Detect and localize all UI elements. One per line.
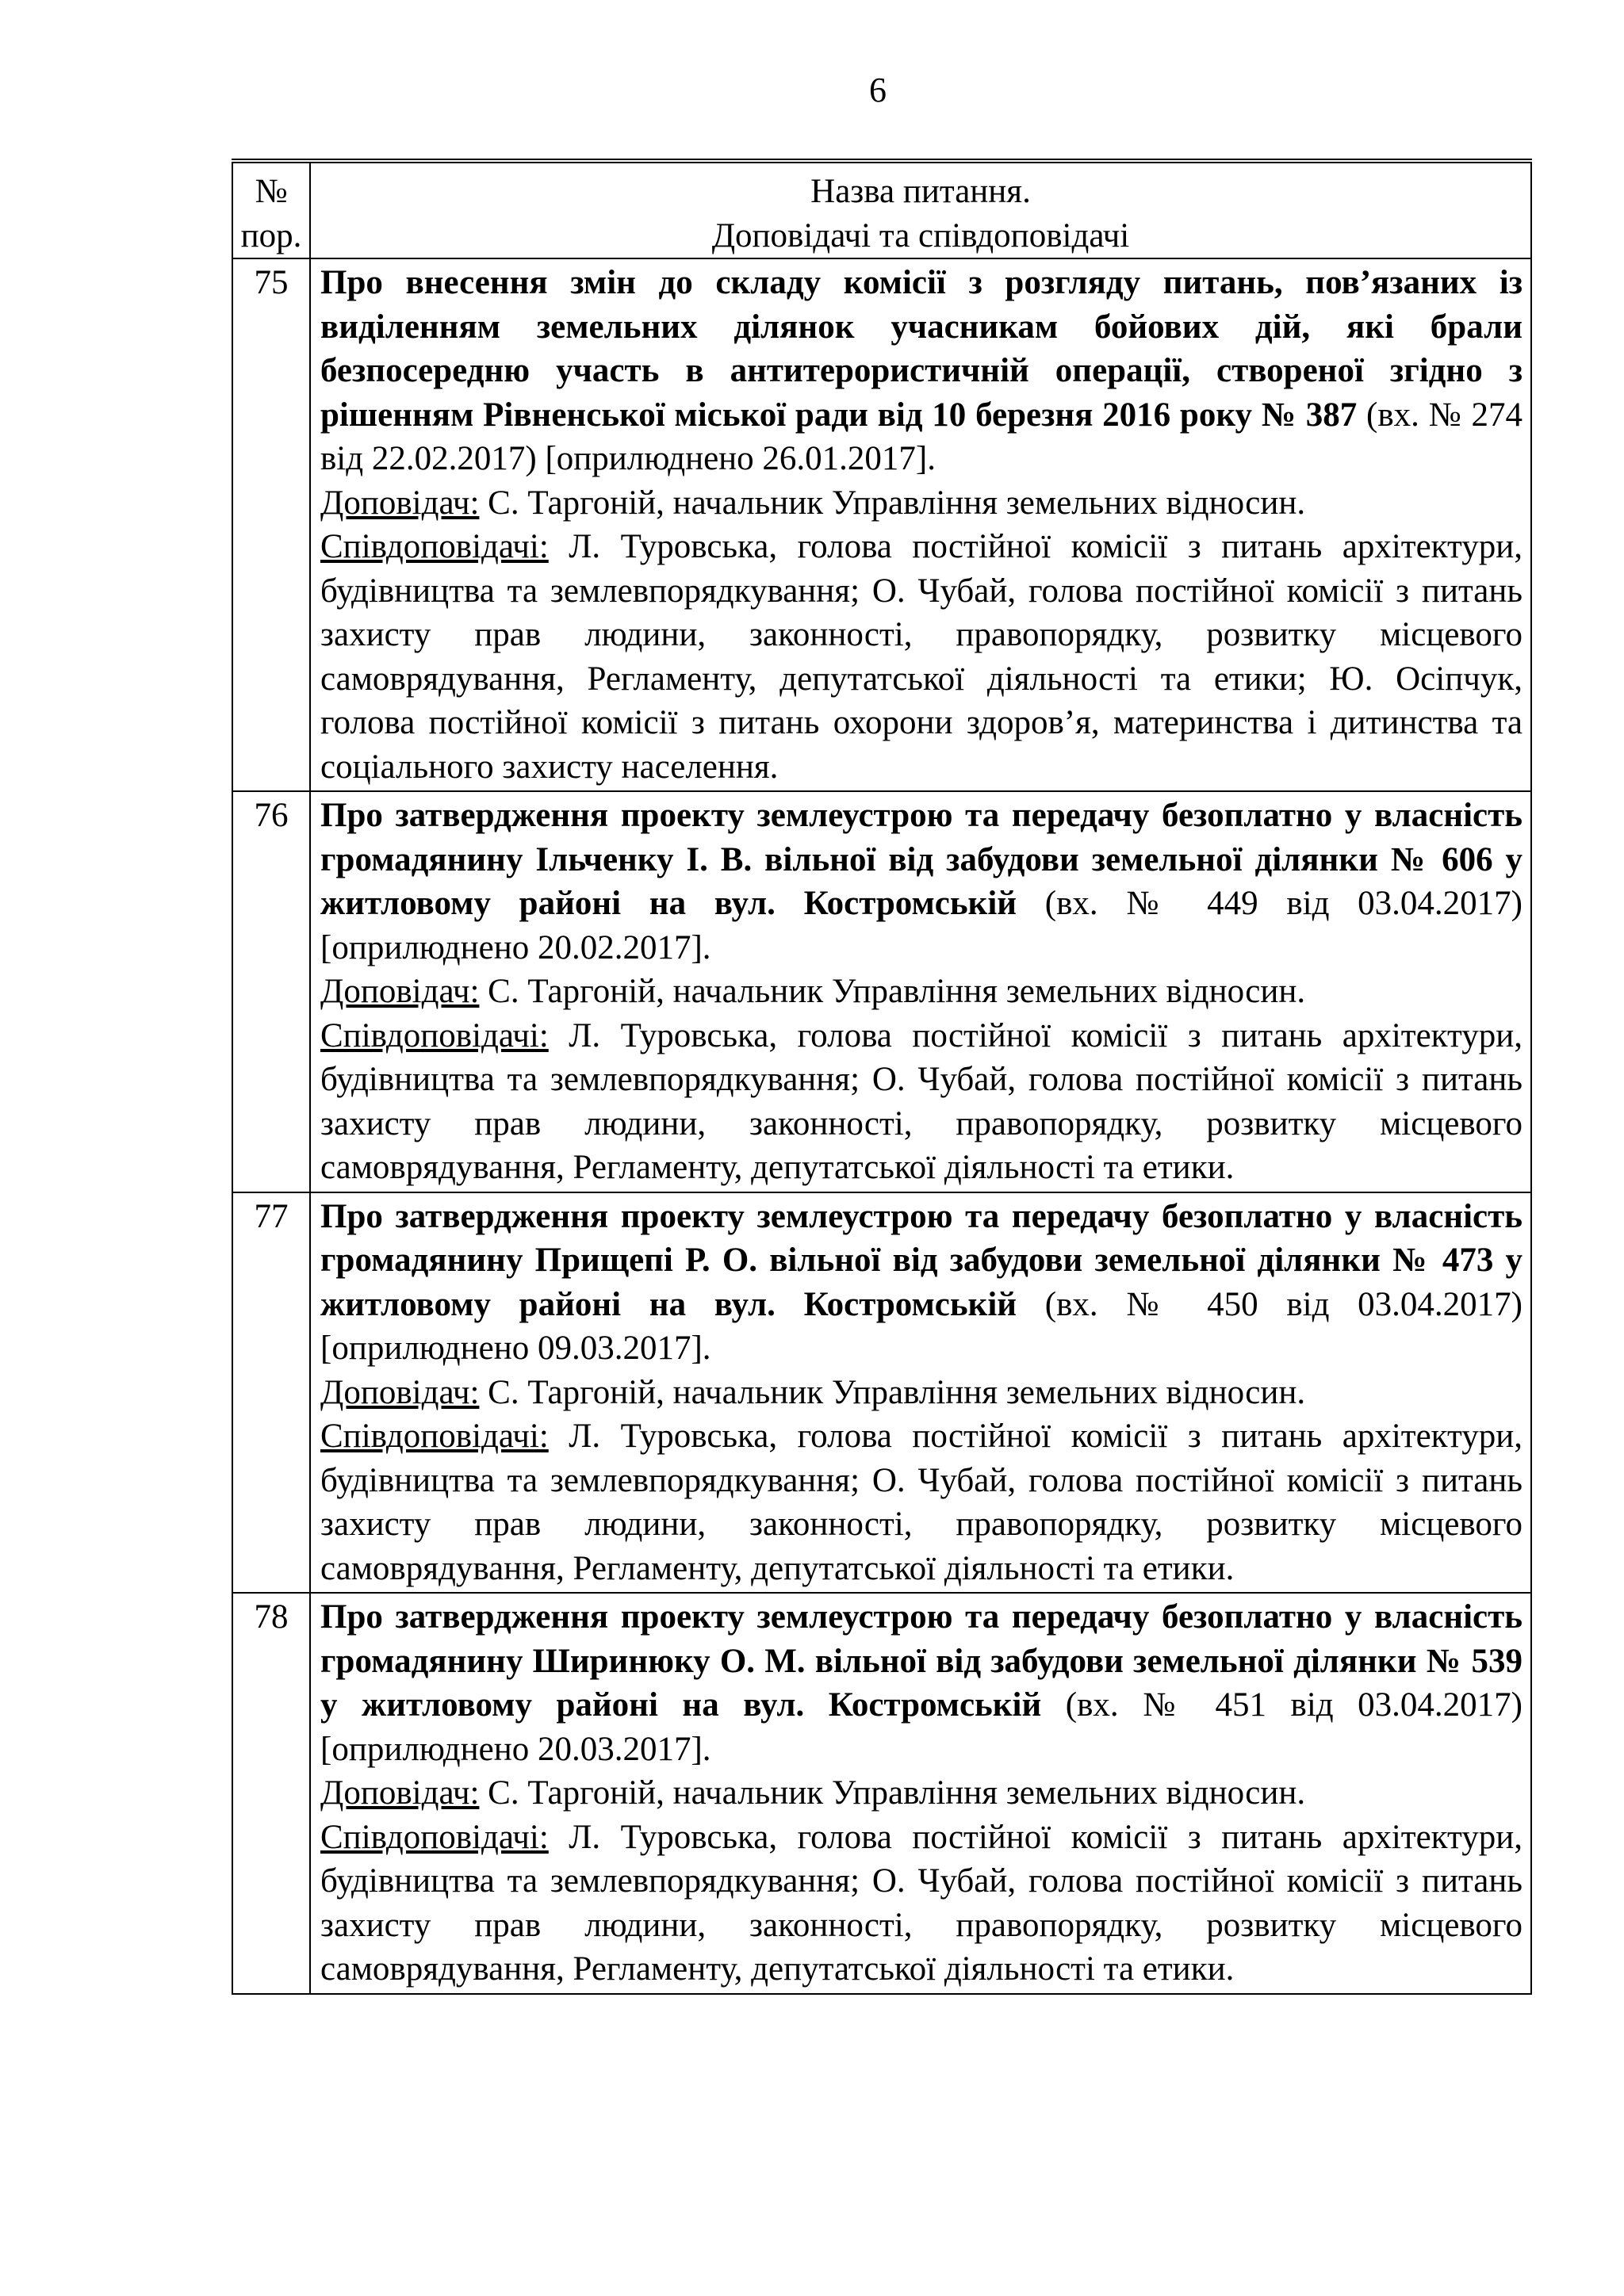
item-reference: (вх. № 274 від 22.02.2017) [оприлюднено 26.01.2017]. [320, 396, 1522, 477]
row-content [310, 258, 1531, 791]
table-row [232, 258, 1531, 791]
reporter-line [320, 1371, 1522, 1415]
coreporters-line [320, 1014, 1522, 1190]
item-title-bold: Про затвердження проекту землеустрою та передачу безоплатно у власність громадянину Ширинюку О. М. вільної від забудови земельної ділянки № 539 у житловому районі на вул. Костромській [320, 1598, 1522, 1724]
coreporters-text: Л. Туровська, голова постійної комісії з питань архітектури, будівництва та землевпорядкування; О. Чубай, голова постійної комісії з питань захисту прав людини, законності, правопорядку, розвитку місцевого самоврядування, Регламенту, депутатської діяльності та етики. [320, 1818, 1522, 1988]
item-reference: (вх. № 449 від 03.04.2017) [оприлюднено 20.02.2017]. [320, 885, 1522, 966]
agenda-item-title [320, 1595, 1522, 1771]
row-content [310, 1192, 1531, 1594]
row-number: 77 [232, 1192, 310, 1594]
item-title-bold: Про затвердження проекту землеустрою та передачу безоплатно у власність громадянину Прищепі Р. О. вільної від забудови земельної ділянки № 473 у житловому районі на вул. Костромській [320, 1197, 1522, 1323]
header-title-line1: Назва питання. [810, 173, 1031, 210]
row-number: 76 [232, 791, 310, 1192]
reporter-text: С. Таргоній, начальник Управління земельних відносин. [479, 484, 1306, 522]
agenda-table [232, 159, 1532, 1995]
coreporters-line [320, 1414, 1522, 1590]
reporter-line [320, 481, 1522, 526]
item-title-bold: Про внесення змін до складу комісії з розгляду питань, пов’язаних із виділенням земельних ділянок учасникам бойових дій, які брали безпосередню участь в антитерористичній операції, створеної згідно з рішенням Рівненської міської ради від 10 березня 2016 року № 387 [320, 264, 1522, 434]
header-number-cell [232, 161, 310, 258]
reporter-line [320, 1771, 1522, 1816]
reporter-text: С. Таргоній, начальник Управління земельних відносин. [479, 973, 1306, 1010]
row-number: 75 [232, 258, 310, 791]
reporter-label: Доповідач: [320, 973, 480, 1010]
row-content [310, 1593, 1531, 1994]
reporter-label: Доповідач: [320, 484, 480, 522]
header-title-cell [310, 161, 1531, 258]
coreporters-line [320, 525, 1522, 789]
reporter-label: Доповідач: [320, 1373, 480, 1411]
coreporters-text: Л. Туровська, голова постійної комісії з питань архітектури, будівництва та землевпорядкування; О. Чубай, голова постійної комісії з питань захисту прав людини, законності, правопорядку, розвитку місцевого самоврядування, Регламенту, депутатської діяльності та етики; Ю. Осіпчук, голова постійної комісії з питань охорони здоров’я, материнства і дитинства та соціального захисту населення. [320, 528, 1522, 786]
row-content [310, 791, 1531, 1192]
reporter-label: Доповідач: [320, 1774, 480, 1812]
item-reference: (вх. № 450 від 03.04.2017) [оприлюднено 09.03.2017]. [320, 1285, 1522, 1367]
table-row [232, 1192, 1531, 1594]
coreporters-label: Співдоповідачі: [320, 1418, 549, 1455]
item-title-bold: Про затвердження проекту землеустрою та передачу безоплатно у власність громадянину Ільченку І. В. вільної від забудови земельної ділянки № 606 у житловому районі на вул. Костромській [320, 797, 1522, 922]
page-number: 6 [869, 71, 887, 109]
agenda-item-title [320, 794, 1522, 970]
table-row [232, 791, 1531, 1192]
header-number-abbrev: пор. [240, 216, 302, 254]
reporter-text: С. Таргоній, начальник Управління земельних відносин. [479, 1774, 1306, 1812]
coreporters-line [320, 1816, 1522, 1992]
table-row [232, 1593, 1531, 1994]
agenda-item-title [320, 1195, 1522, 1371]
coreporters-label: Співдоповідачі: [320, 528, 549, 565]
coreporters-text: Л. Туровська, голова постійної комісії з питань архітектури, будівництва та землевпорядкування; О. Чубай, голова постійної комісії з питань захисту прав людини, законності, правопорядку, розвитку місцевого самоврядування, Регламенту, депутатської діяльності та етики. [320, 1016, 1522, 1186]
row-number: 78 [232, 1593, 310, 1994]
reporter-line [320, 970, 1522, 1014]
table-header-row [232, 161, 1531, 258]
agenda-item-title [320, 261, 1522, 481]
coreporters-label: Співдоповідачі: [320, 1818, 549, 1856]
header-title-line2: Доповідачі та співдоповідачі [711, 216, 1130, 254]
header-number-symbol: № [255, 173, 288, 210]
item-reference: (вх. № 451 від 03.04.2017) [оприлюднено 20.03.2017]. [320, 1686, 1522, 1768]
coreporters-text: Л. Туровська, голова постійної комісії з питань архітектури, будівництва та землевпорядкування; О. Чубай, голова постійної комісії з питань захисту прав людини, законності, правопорядку, розвитку місцевого самоврядування, Регламенту, депутатської діяльності та етики. [320, 1418, 1522, 1587]
reporter-text: С. Таргоній, начальник Управління земельних відносин. [479, 1373, 1306, 1411]
coreporters-label: Співдоповідачі: [320, 1016, 549, 1054]
